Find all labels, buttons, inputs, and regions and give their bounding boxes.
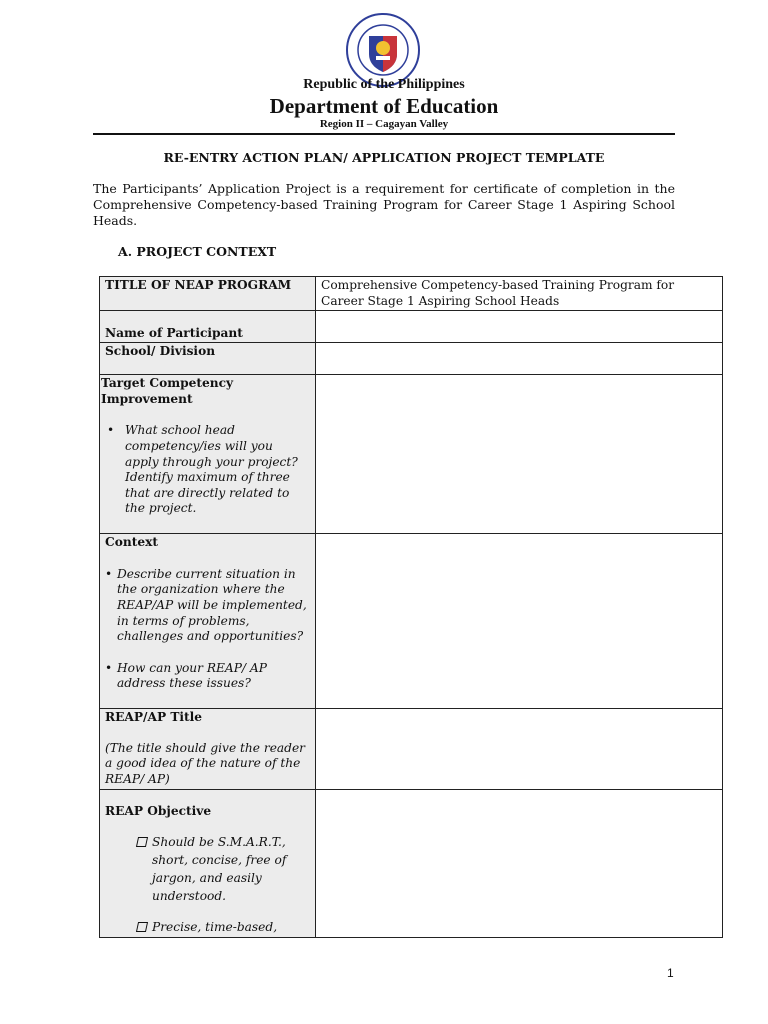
header-divider	[93, 133, 675, 135]
row-label-target-competency: Target Competency Improvement	[101, 376, 234, 406]
table-row	[100, 534, 723, 709]
page-number: 1	[667, 966, 674, 980]
neap-program-value: Comprehensive Competency-based Training Program for Career Stage 1 Aspiring School Heads	[321, 278, 675, 308]
reap-title-note: (The title should give the reader a good idea of the nature of the REAP/ AP)	[105, 740, 306, 786]
row-label-context: Context	[105, 535, 158, 550]
list-item: Precise, time-based,	[105, 918, 310, 936]
list-item: • What school head competency/ies will you apply through your project? Identify maximum of three that are directly related to the project.	[101, 423, 310, 517]
section-heading: A. PROJECT CONTEXT	[118, 244, 277, 259]
list-item: Should be S.M.A.R.T., short, concise, free of jargon, and easily understood.	[105, 833, 310, 905]
reap-objective-field[interactable]	[316, 789, 723, 938]
republic-line: Republic of the Philippines	[303, 77, 465, 92]
table-row	[100, 789, 723, 938]
project-context-table	[99, 276, 723, 938]
row-label-reap-objective: REAP Objective	[105, 803, 212, 818]
school-division-field[interactable]	[316, 343, 723, 375]
department-name: Department of Education	[269, 94, 499, 118]
list-item: • How can your REAP/ AP address these issues?	[105, 661, 310, 692]
context-field[interactable]	[316, 534, 723, 709]
row-label-participant: Name of Participant	[105, 325, 243, 340]
reap-title-field[interactable]	[316, 709, 723, 789]
document-title: RE-ENTRY ACTION PLAN/ APPLICATION PROJECT TEMPLATE	[163, 150, 605, 165]
table-row	[100, 709, 723, 789]
participant-name-field[interactable]	[316, 311, 723, 343]
table-row	[100, 277, 723, 311]
table-row	[100, 375, 723, 534]
region-line: Region II – Cagayan Valley	[319, 118, 449, 130]
row-label-reap-title: REAP/AP Title	[105, 710, 203, 725]
row-label-school-division: School/ Division	[105, 344, 216, 359]
row-label-neap-program: TITLE OF NEAP PROGRAM	[105, 278, 292, 292]
list-item: • Describe current situation in the organization where the REAP/AP will be implemented, in terms of problems, challenges and opportunities?	[105, 567, 310, 645]
table-row	[100, 343, 723, 375]
table-row	[100, 311, 723, 343]
target-competency-field[interactable]	[316, 375, 723, 534]
intro-paragraph: The Participants’ Application Project is a requirement for certificate of completion in the Comprehensive Competency-based Training Program for Career Stage 1 Aspiring School Heads.	[93, 181, 675, 228]
